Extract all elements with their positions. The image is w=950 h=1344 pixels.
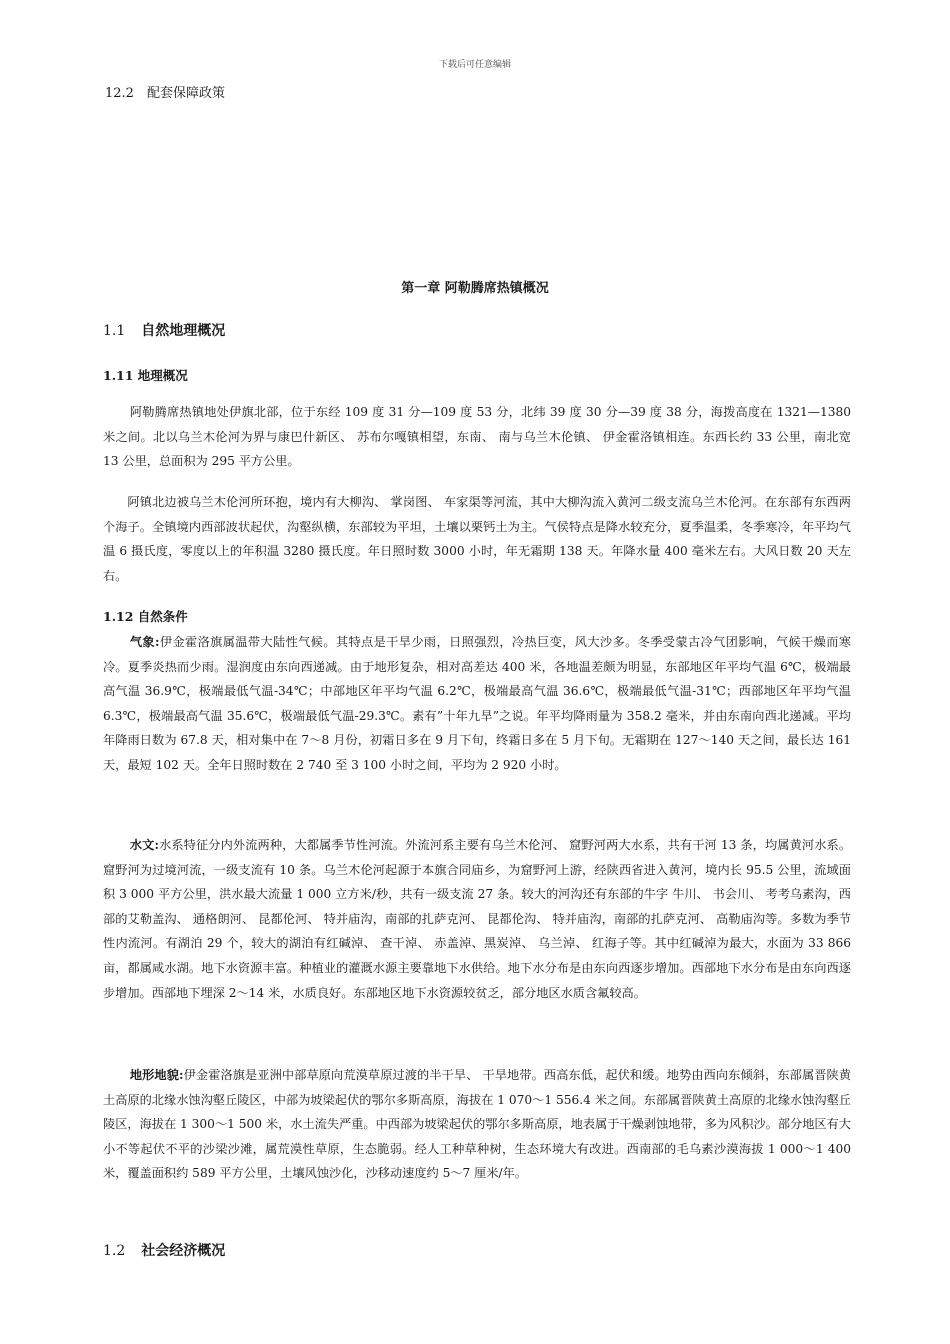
paragraph-text: 伊金霍洛旗是亚洲中部草原向荒漠草原过渡的半干旱、 干旱地带。西高东低，起伏和缓。地势由西向东倾斜，东部属晋陕黄土高原的北缘水蚀沟壑丘陵区，中部为坡梁起伏的鄂尔多斯高原，海拔在 1 070～1 556.4 米之间。东部属晋陕黄土高原的北缘水蚀沟壑丘陵区，海拔在 1 300～1 500 米，水土流失严重。中西部为坡梁起伏的鄂尔多斯高原，地表属于干燥剥蚀地带，多为风积沙。部分地区有大小不等起伏不平的沙梁沙滩，属荒漠性草原，生态脆弱。经人工种草种树，生态环境大有改进。西南部的毛乌素沙漠海拔 1 000～1 400 米，覆盖面积约 589 平方公里，土壤风蚀沙化，沙移动速度约 5～7 厘米/年。 [103, 1068, 852, 1181]
subsection-heading-1-12: 1.12 自然条件 [103, 609, 188, 624]
paragraph-lead: 气象: [129, 635, 160, 649]
subsection-heading-1-11: 1.11 地理概况 [103, 368, 188, 383]
page-header-note: 下载后可任意编辑 [438, 60, 511, 70]
section-title: 社会经济概况 [141, 1243, 226, 1259]
section-number: 1.2 [103, 1243, 126, 1259]
paragraph-hydrology [103, 833, 851, 1005]
section-title: 自然地理概况 [141, 323, 226, 339]
paragraph-climate [103, 630, 851, 778]
section-heading-1-1 [103, 320, 225, 340]
section-heading-1-2 [103, 1240, 225, 1260]
paragraph-text: 水系特征分内外流两种，大都属季节性河流。外流河系主要有乌兰木伦河、 窟野河两大水系，共有干河 13 条，均属黄河水系。窟野河为过境河流，一级支流有 10 条。乌兰木伦河起源于本旗合同庙乡，为窟野河上游，经陕西省进入黄河，境内长 95.5 公里，流域面积 3 000 平方公里，洪水最大流量 1 000 立方米/秒，共有一级支流 27 条。较大的河沟还有东部的牛字 牛川、 书会川、 考考乌素沟，西部的艾勒盖沟、 通格朗河、 昆都伦河、 特并庙沟，南部的扎萨克河、 昆都伦沟、 特并庙沟，南部的扎萨克河、 高勒庙沟等。多数为季节性内流河。有湖泊 29 个，较大的湖泊有红碱淖、 查干淖、 赤盖淖、黑炭淖、 乌兰淖、 红海子等。其中红碱淖为最大，水面为 33 866 亩，都属咸水湖。地下水资源丰富。种植业的灌溉水源主要靠地下水供给。地下水分布是由东向西逐步增加。西部地下水分布是由东向西逐步增加。西部地下埋深 2～14 米，水质良好。东部地区地下水资源较贫乏，部分地区水质含氟较高。 [103, 838, 852, 1000]
paragraph-geography-2: 阿镇北边被乌兰木伦河所环抱，境内有大柳沟、 掌岗图、 车家渠等河流，其中大柳沟流入黄河二级支流乌兰木伦河。在东部有东西两个海子。全镇境内西部波状起伏，沟壑纵横，东部较为平坦，土壤以栗钙土为主。气侯特点是降水较充分，夏季温柔，冬季寒冷，年平均气温 6 摄氏度，零度以上的年积温 3280 摄氏度。年日照时数 3000 小时，年无霜期 138 天。年降水量 400 毫米左右。大风日数 20 天左右。 [103, 495, 851, 583]
chapter-title: 第一章 阿勒腾席热镇概况 [401, 281, 549, 296]
paragraph-text: 伊金霍洛旗属温带大陆性气候。其特点是干旱少雨，日照强烈，冷热巨变，风大沙多。冬季受蒙古冷气团影响，气候干燥而寒冷。夏季炎热而少雨。湿润度由东向西递减。由于地形复杂，相对高差达 400 米，各地温差颇为明显，东部地区年平均气温 6℃，极端最高气温 36.9℃，极端最低气温-34℃；中部地区年平均气温 6.2℃，极端最高气温 36.6℃，极端最低气温-31℃；西部地区年平均气温 6.3℃，极端最高气温 35.6℃，极端最低气温-29.3℃。素有”十年九旱”之说。年平均降雨量为 358.2 毫米，并由东南向西北递减。平均年降雨日数为 67.8 天，相对集中在 7～8 月份，初霜日多在 9 月下旬，终霜日多在 5 月下旬。无霜期在 127～140 天之间，最长达 161 天，最短 102 天。全年日照时数在 2 740 至 3 100 小时之间，平均为 2 920 小时。 [103, 635, 852, 772]
paragraph-lead: 水文: [129, 838, 159, 852]
toc-entry: 12.2 配套保障政策 [105, 86, 225, 101]
paragraph-terrain [103, 1063, 851, 1186]
paragraph-geography-1: 阿勒腾席热镇地处伊旗北部，位于东经 109 度 31 分—109 度 53 分，北纬 39 度 30 分—39 度 38 分，海拨高度在 1321—1380 米之间。北以乌兰木伦河为界与康巴什新区、 苏布尔嘎镇相望，东南、 南与乌兰木伦镇、 伊金霍洛镇相连。东西长约 33 公里，南北宽 13 公里，总面积为 295 平方公里。 [103, 405, 851, 469]
paragraph-lead: 地形地貌: [129, 1068, 184, 1082]
section-number: 1.1 [103, 323, 126, 339]
